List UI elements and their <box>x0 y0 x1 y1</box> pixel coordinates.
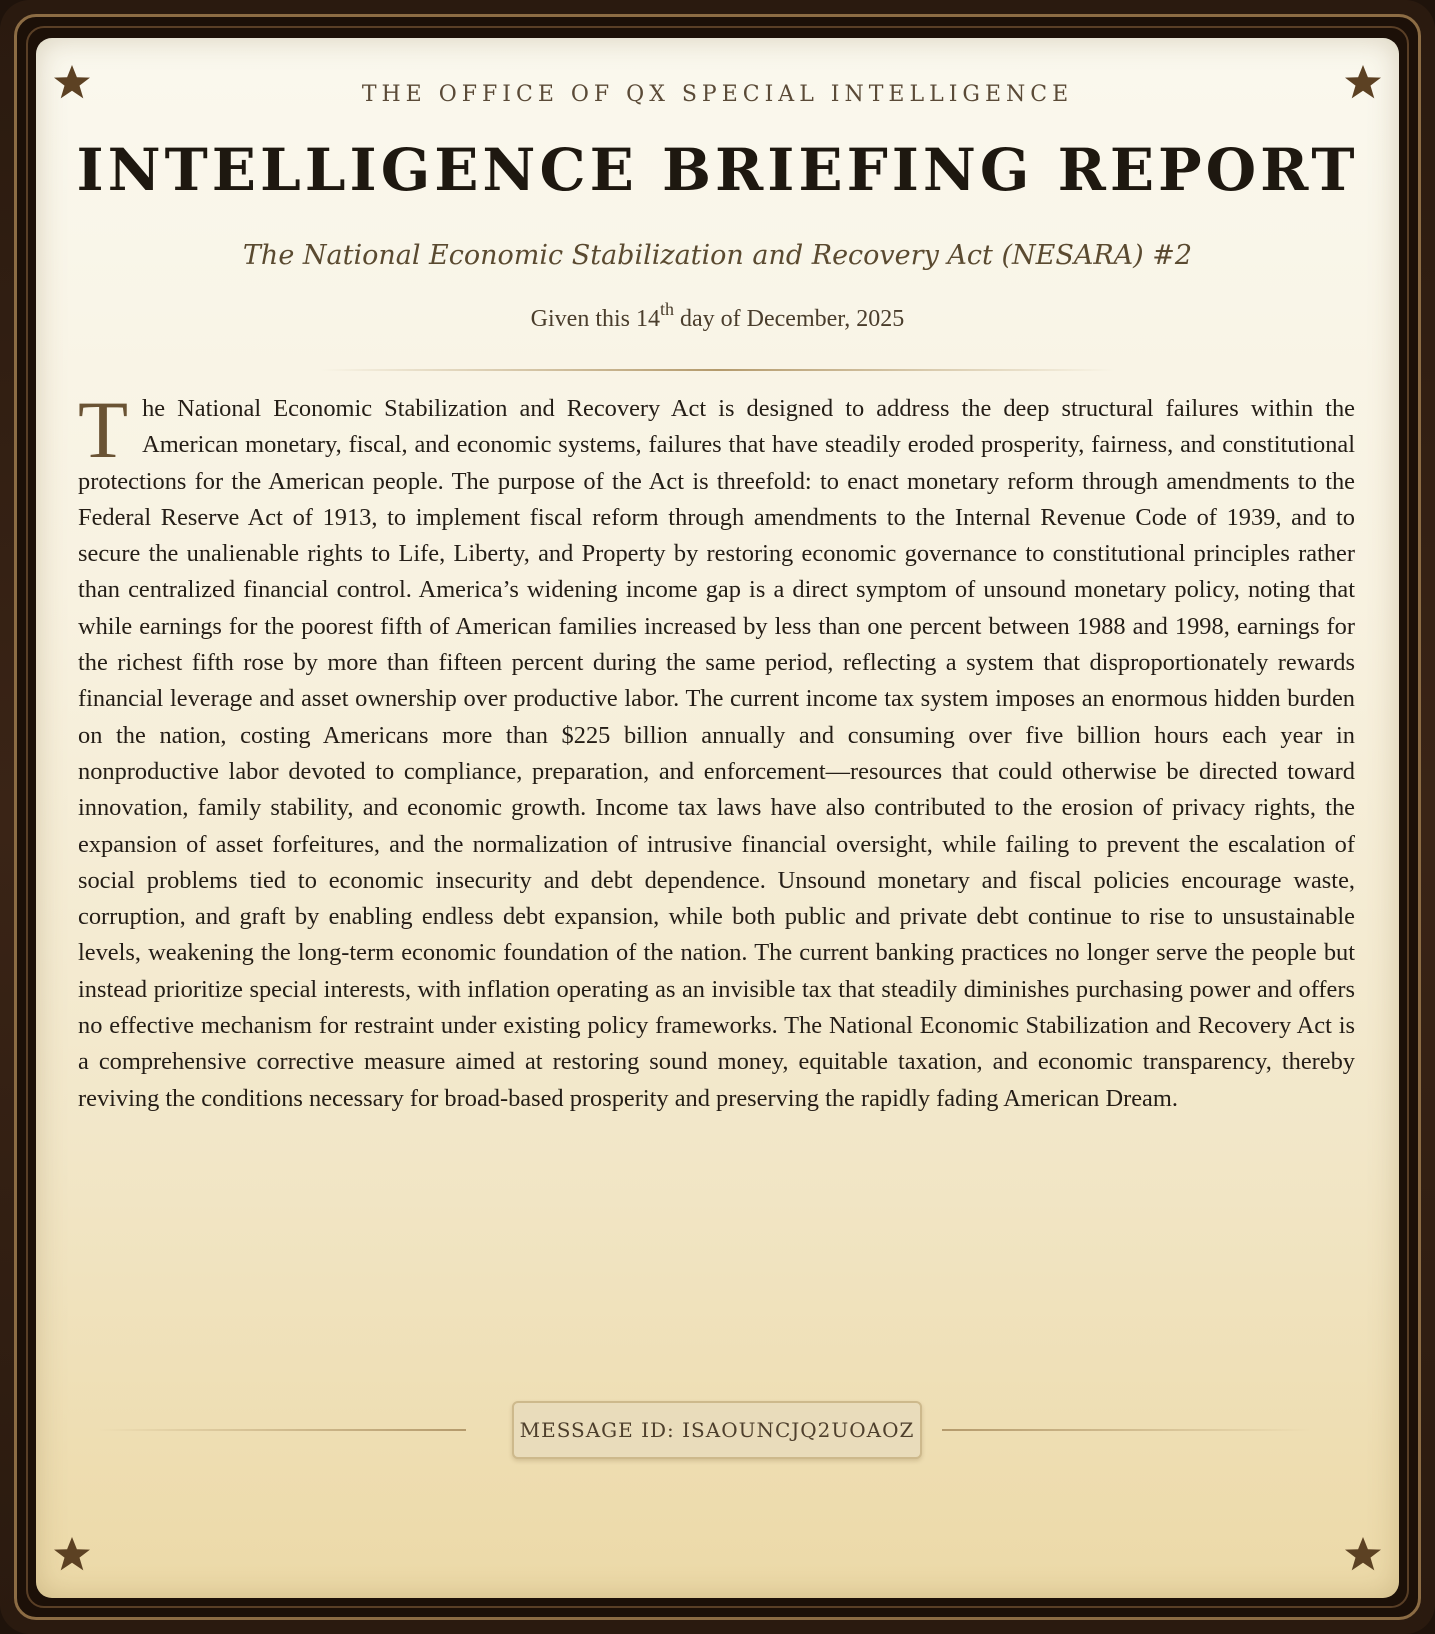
briefing-paragraph: he National Economic Stabilization and Recovery Act is designed to address the deep structural failures within the American monetary, fiscal, and economic systems, failures that have steadily eroded prosperity, fairness, and constitutional protections for the American people. The purpose of the Act is threefold: to enact monetary reform through amendments to the Federal Reserve Act of 1913, to implement fiscal reform through amendments to the Internal Revenue Code of 1939, and to secure the unalienable rights to Life, Liberty, and Property by restoring economic governance to constitutional principles rather than centralized financial control. America’s widening income gap is a direct symptom of unsound monetary policy, noting that while earnings for the poorest fifth of American families increased by less than one percent between 1988 and 1998, earnings for the richest fifth rose by more than fifteen percent during the same period, reflecting a system that disproportionately rewards financial leverage and asset ownership over productive labor. The current income tax system imposes an enormous hidden burden on the nation, costing Americans more than $225 billion annually and consuming over five billion hours each year in nonproductive labor devoted to compliance, preparation, and enforcement—resources that could otherwise be directed toward innovation, family stability, and economic growth. Income tax laws have also contributed to the erosion of privacy rights, the expansion of asset forfeitures, and the normalization of intrusive financial oversight, while failing to prevent the escalation of social problems tied to economic insecurity and debt dependence. Unsound monetary and fiscal policies encourage waste, corruption, and graft by enabling endless debt expansion, while both public and private debt continue to rise to unsustainable levels, weakening the long-term economic foundation of the nation. The current banking practices no longer serve the people but instead prioritize special interests, with inflation operating as an invisible tax that steadily diminishes purchasing power and offers no effective mechanism for restraint under existing policy frameworks. The National Economic Stabilization and Recovery Act is a comprehensive corrective measure aimed at restoring sound money, equitable taxation, and economic transparency, thereby reviving the conditions necessary for broad-based prosperity and preserving the rapidly fading American Dream. <box>78 395 1355 1112</box>
star-icon <box>1343 1534 1383 1574</box>
date-ordinal: th <box>660 299 675 319</box>
footer-divider-left <box>96 1429 466 1431</box>
briefing-body <box>78 384 1355 1117</box>
message-id-badge: MESSAGE ID: ISAOUNCJQ2UOAOZ <box>512 1401 922 1459</box>
report-title: INTELLIGENCE BRIEFING REPORT <box>76 136 1359 204</box>
briefing-paper <box>36 38 1399 1598</box>
date-rest: day of December, 2025 <box>674 306 905 332</box>
star-icon <box>52 1534 92 1574</box>
message-id-section <box>36 1401 1399 1461</box>
footer-divider-right <box>942 1429 1312 1431</box>
report-date <box>36 299 1399 333</box>
office-name: THE OFFICE OF QX SPECIAL INTELLIGENCE <box>361 82 1074 107</box>
drop-cap: T <box>78 384 129 475</box>
header-divider <box>320 369 1115 371</box>
report-subtitle: The National Economic Stabilization and Recovery Act (NESARA) #2 <box>242 240 1193 271</box>
date-prefix: Given this 14 <box>530 306 660 332</box>
